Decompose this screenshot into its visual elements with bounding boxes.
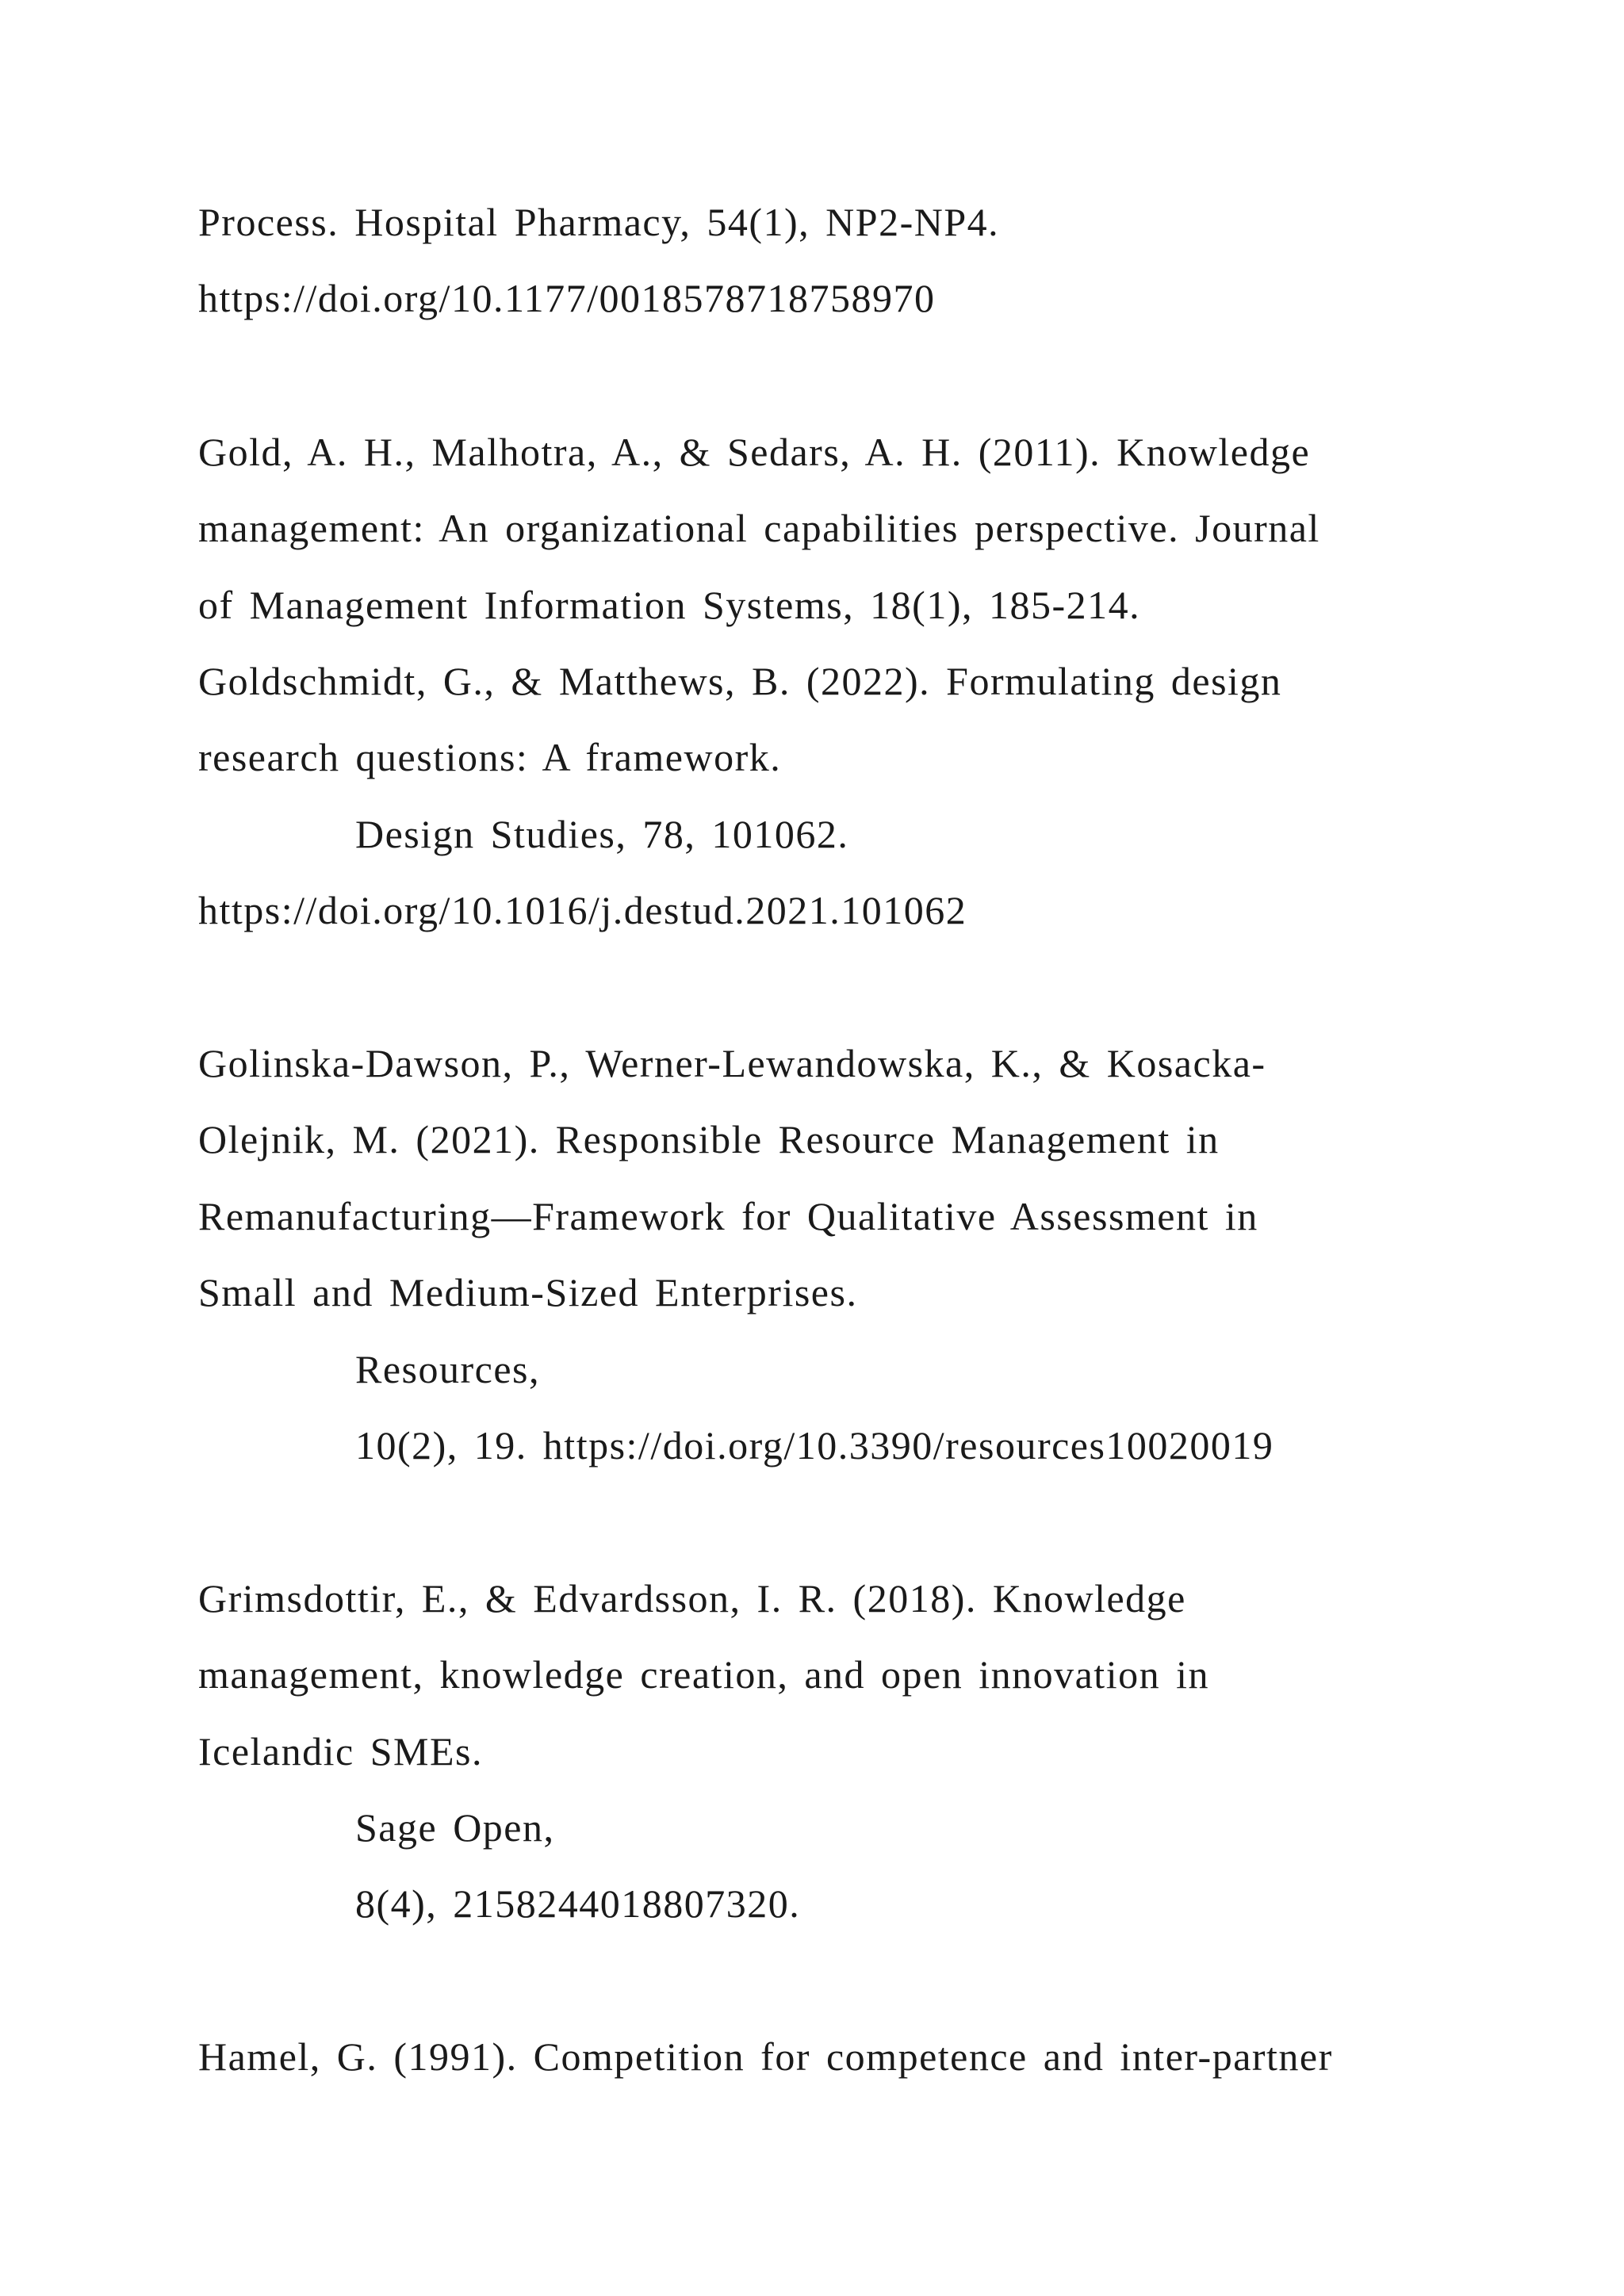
reference-line: Remanufacturing—Framework for Qualitative Assessment in	[198, 1194, 1258, 1238]
reference-line-indented: Sage Open,	[355, 1805, 555, 1850]
reference-line: Process. Hospital Pharmacy, 54(1), NP2-NP4.	[198, 200, 1000, 244]
reference-line: Grimsdottir, E., & Edvardsson, I. R. (2018). Knowledge	[198, 1576, 1186, 1621]
reference-line: Hamel, G. (1991). Competition for competence and inter-partner	[198, 2034, 1333, 2079]
reference-line: Olejnik, M. (2021). Responsible Resource Management in	[198, 1117, 1220, 1161]
reference-line: Icelandic SMEs.	[198, 1729, 483, 1774]
reference-doi-line: https://doi.org/10.1177/0018578718758970	[198, 276, 936, 320]
reference-line: Goldschmidt, G., & Matthews, B. (2022). Formulating design	[198, 659, 1282, 703]
reference-line: management: An organizational capabilities perspective. Journal	[198, 506, 1320, 550]
reference-line: of Management Information Systems, 18(1), 185-214.	[198, 583, 1141, 627]
reference-line-indented: 8(4), 2158244018807320.	[355, 1881, 801, 1926]
reference-line: research questions: A framework.	[198, 735, 782, 779]
reference-line-indented: 10(2), 19. https://doi.org/10.3390/resources10020019	[355, 1423, 1274, 1468]
reference-line: Gold, A. H., Malhotra, A., & Sedars, A. H. (2011). Knowledge	[198, 430, 1311, 474]
reference-line: Golinska-Dawson, P., Werner-Lewandowska, K., & Kosacka-	[198, 1041, 1266, 1085]
reference-line: Small and Medium-Sized Enterprises.	[198, 1270, 858, 1314]
reference-line-indented: Design Studies, 78, 101062.	[355, 812, 849, 856]
reference-line: management, knowledge creation, and open innovation in	[198, 1652, 1209, 1697]
reference-line-indented: Resources,	[355, 1347, 540, 1391]
reference-doi-line: https://doi.org/10.1016/j.destud.2021.101062	[198, 888, 967, 932]
